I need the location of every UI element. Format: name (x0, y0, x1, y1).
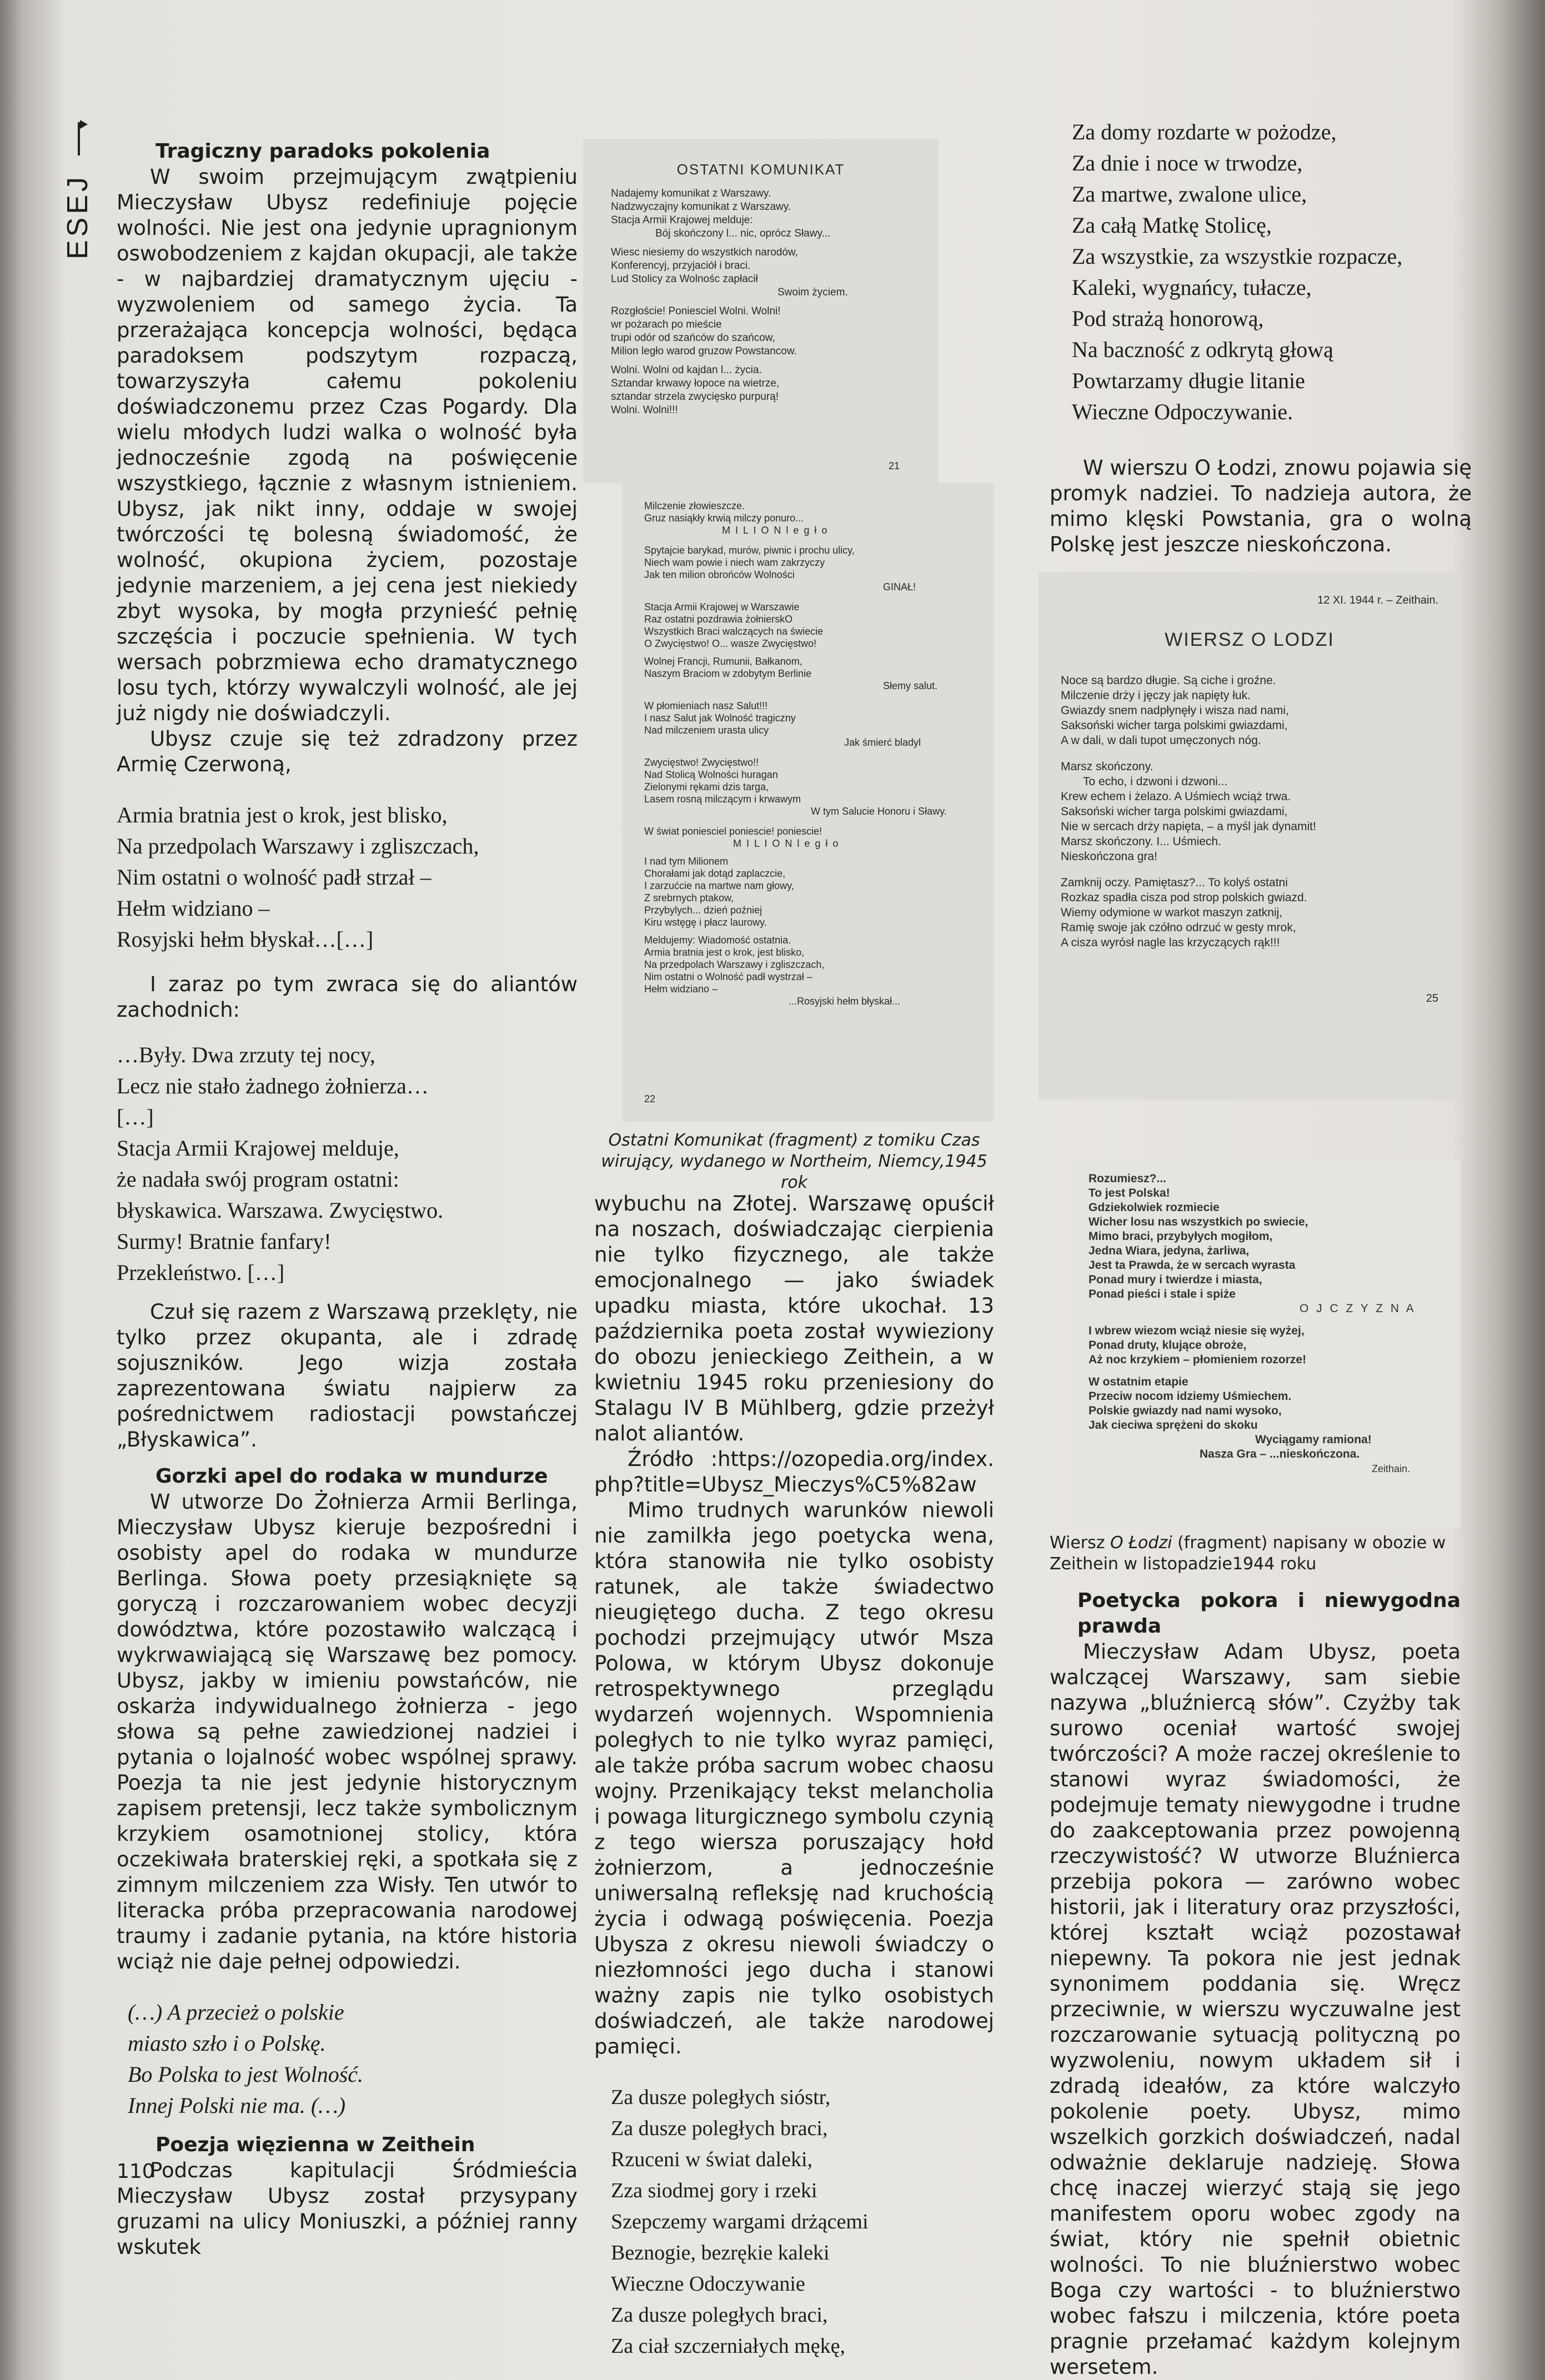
scan-line: Spytajcie barykad, murów, piwnic i prochu ulicy, (644, 545, 855, 556)
caption-ostatni-komunikat: Ostatni Komunikat (fragment) z tomiku Czas wirujący, wydanego w Northeim, Niemcy,1945 rok (601, 1131, 987, 1192)
scan-line: Przybylych... dzień poźniej (644, 905, 763, 916)
verse-line: błyskawica. Warszawa. Zwycięstwo. (117, 1198, 444, 1223)
heading-prison-poetry: Poezja więzienna w Zeithein (155, 2133, 475, 2156)
scan-line: O Zwycięstwo! O... wasze Zwycięstwo! (644, 638, 817, 649)
scan-line: Nad Stolicą Wolności huragan (644, 769, 778, 780)
section-label-text: ESEJ (62, 173, 94, 260)
verse-line: Szepczemy wargami drżącemi (611, 2210, 869, 2233)
scan-line: Nim ostatni o Wolność padł wystrzał – (644, 971, 812, 982)
scan-line: Saksoński wicher targa polskimi gwiazdami, (1061, 805, 1288, 818)
verse-line: Hełm widziano – (117, 896, 270, 921)
scan-line: Jest ta Prawda, że w sercach wyrasta (1088, 1259, 1296, 1272)
scan-line: Nasza Gra – ...nieskończona. (1200, 1448, 1360, 1460)
scan-line: Ponad mury i twierdze i miasta, (1088, 1273, 1262, 1286)
verse-line: Zza siodmej gory i rzeki (611, 2179, 817, 2202)
heading-bitter-appeal: Gorzki apel do rodaka w mundurze (155, 1465, 548, 1488)
scan-line: Mimo braci, przybyłych mogiłom, (1088, 1230, 1273, 1243)
verse-line: że nadała swój program ostatni: (117, 1167, 399, 1192)
scan-line: Zamknij oczy. Pamiętasz?... To kolyś ostatni (1061, 876, 1288, 889)
scan-line: W tym Salucie Honoru i Sławy. (811, 806, 947, 817)
scan-line: Kiru wstęgę i płacz laurowy. (644, 917, 767, 928)
scan-line: Nadajemy komunikat z Warszawy. (611, 188, 771, 199)
scan-line: Wolni. Wolni!!! (611, 404, 678, 416)
scan-line: Rozkaz spadła cisza pod strop polskich gwiazd. (1061, 891, 1307, 904)
scan-title: WIERSZ O LODZI (1165, 629, 1335, 650)
scan-line: Hełm widziano – (644, 983, 718, 995)
scan-line: A cisza wyrósł nagle las krzyczących rąk!!! (1061, 936, 1280, 949)
paragraph: Ubysz czuje się też zdradzony przez Armię Czerwoną, (117, 727, 578, 776)
verse-line: Rzuceni w świat daleki, (611, 2148, 813, 2171)
verse-line: Za dusze poległych braci, (611, 2117, 828, 2140)
verse-line: Za całą Matkę Stolicę, (1072, 213, 1272, 238)
scan-line: I wbrew wiezom wciąż niesie się wyżej, (1088, 1324, 1305, 1337)
scan-lines (644, 500, 972, 1007)
scan-line: Nieskończona gra! (1061, 850, 1157, 863)
paragraph: Podczas kapitulacji Śródmieścia Mieczysław Ubysz został przysypany gruzami na ulicy Moniuszki, a później ranny wskutek (117, 2158, 578, 2259)
scanned-poem-wiersz-o-lodzi (1039, 572, 1461, 1099)
verse-line: Stacja Armii Krajowej melduje, (117, 1136, 399, 1161)
scan-line: Na przedpolach Warszawy i zgliszczach, (644, 959, 825, 970)
paragraph: W wierszu O Łodzi, znowu pojawia się promyk nadziei. To nadzieja autora, że mimo klęski Powstania, gra o wolną Polskę jest jeszcze nieskończona. (1050, 456, 1472, 556)
verse-block (117, 800, 578, 955)
verse-block (128, 1997, 578, 2121)
scan-lines (1061, 673, 1438, 950)
verse-line: Za ciał szczerniałych mękę, (611, 2334, 845, 2358)
scan-line: Wolnej Francji, Rumunii, Bałkanom, (644, 656, 802, 667)
verse-line: […] (117, 1104, 154, 1129)
caption-text: Wiersz (1050, 1533, 1111, 1553)
scan-line: Stacja Armii Krajowej melduje: (611, 214, 753, 226)
verse-line: Za martwe, zwalone ulice, (1072, 182, 1307, 207)
scan-line: Konferencyj, przyjaciół i braci. (611, 260, 751, 272)
scan-line: Jedna Wiara, jedyna, żarliwa, (1088, 1244, 1250, 1257)
caption-title: O Łodzi (1110, 1533, 1172, 1553)
verse-line: Armia bratnia jest o krok, jest blisko, (117, 802, 448, 827)
verse-line: Innej Polski nie ma. (…) (128, 2093, 346, 2118)
scan-line: Polskie gwiazdy nad nami wysoko, (1088, 1404, 1282, 1417)
paragraph: W utworze Do Żołnierza Armii Berlinga, Mieczysław Ubysz kieruje bezpośredni i osobisty apel do rodaka w mundurze Berlinga. Słowa poety przesiąknięte są goryczą i rozczarowaniem wobec decyzji dowództwa, które pozostawiło walczącą i wykrwawiającą się Warszawę bez pomocy. Ubysz, jakby w imieniu powstańców, nie oskarża indywidualnego żołnierza - jego słowa są pełne zawiedzionej nadziei i pytania o lojalność wobec wspólnej sprawy. Poezja ta nie jest jedynie historycznym zapisem pretensji, lecz także symbolicznym krzykiem osamotnionej stolicy, która oczekiwała braterskiej ręki, a spotkała się z zimnym milczeniem zza Wisły. Ten utwór to literacka próba przepracowania narodowej traumy i zadanie pytania, na które historia wciąż nie daje pełnej odpowiedzi. (117, 1490, 578, 1974)
scan-line: To jest Polska! (1088, 1187, 1170, 1199)
scan-line: I nasz Salut jak Wolność tragiczny (644, 712, 796, 724)
scan-line: To echo, i dzwoni i dzwoni... (1083, 775, 1228, 788)
heading-tragic-paradox: Tragiczny paradoks pokolenia (155, 140, 490, 163)
scanned-poem-ostatni-komunikat-bottom (622, 483, 994, 1122)
paragraph: W swoim przejmującym zwątpieniu Mieczysław Ubysz redefiniuje pojęcie wolności. Nie jest ona jedynie upragnionym oswobodzeniem z kajdan okupacji, ale także - w najbardziej dramatycznym ujęciu - wyzwoleniem od samego życia. Ta przerażająca koncepcja wolności, będąca paradoksem podszytym rozpaczą, towarzyszyła całemu pokoleniu doświadczonemu przez Czas Pogardy. Dla wielu młodych ludzi walka o wolność była jednocześnie zgodą na poświęcenie wszystkiego, łącznie z własnym istnieniem. Ubysz, jak nikt inny, oddaje w swojej twórczości tę bolesną świadomość, że wolność, okupiona życiem, pozostaje jedynie marzeniem, a jej cena jest niekiedy zbyt wysoka, by mogła przynieść pełnię szczęścia i poczucie spełnienia. W tych wersach pobrzmiewa echo dramatycznego losu tych, którzy wywalczyli wolność, ale jej już nigdy nie doświadczyli. (117, 165, 578, 725)
caption-text: (fragment) napisany w obozie w Zeithein w listopadzie1944 roku (1050, 1533, 1446, 1574)
scan-lines (1088, 1172, 1444, 1476)
scan-date: 12 XI. 1944 r. – Zeithain. (1317, 594, 1438, 606)
scan-line: Z srebrnych ptakow, (644, 892, 734, 903)
scan-line: Swoim życiem. (777, 287, 848, 298)
verse-line: Przekleństwo. […] (117, 1260, 285, 1285)
scan-line: Słemy salut. (883, 680, 938, 691)
verse-line: Bo Polska to jest Wolność. (128, 2062, 364, 2087)
scan-line: W płomieniach nasz Salut!!! (644, 700, 768, 711)
scan-line: Naszym Braciom w zdobytym Berlinie (644, 668, 812, 679)
scan-line: Saksoński wicher targa polskimi gwiazdami, (1061, 719, 1288, 732)
scan-page-number: 25 (1426, 992, 1438, 1005)
verse-line: Za wszystkie, za wszystkie rozpacze, (1072, 244, 1403, 269)
scan-page-number: 22 (644, 1093, 656, 1104)
scan-line: Ponad druty, klujące obroże, (1088, 1339, 1247, 1352)
verse-block (611, 2082, 994, 2362)
scan-line: W ostatnim etapie (1088, 1375, 1188, 1388)
scan-line: Milczenie złowieszcze. (644, 500, 745, 511)
scan-line: M I L I O N l e g ł o (722, 525, 829, 536)
scan-line: Milion legło warod gruzow Powstancow. (611, 345, 797, 357)
scan-line: Lud Stolicy za Wolnośc zapłacił (611, 273, 758, 285)
scan-line: Przeciw nocom idziemy Uśmiechem. (1088, 1390, 1292, 1403)
scanned-poem-ostatni-komunikat-top (583, 139, 939, 483)
verse-line: miasto szło i o Polskę. (128, 2031, 326, 2056)
source-link[interactable]: Źródło :https://ozopedia.org/index.php?title=Ubysz_Mieczys%C5%82aw (594, 1447, 994, 1497)
scan-line: Jak ten milion obrońców Wolności (644, 569, 795, 580)
scan-line: Marsz skończony. (1061, 760, 1153, 773)
caption-wiersz-o-lodzi (1050, 1533, 1461, 1575)
scan-line: trupi odór od szańców do szańcow, (611, 332, 775, 344)
scan-line: Noce są bardzo długie. Są ciche i groźne. (1061, 674, 1276, 687)
scan-line: Nie w sercach drży napięta, – a myśl jak dynamit! (1061, 820, 1316, 833)
scan-line: Marsz skończony. I... Uśmiech. (1061, 835, 1222, 848)
scan-line: Zielonymi rękami dzis targa, (644, 781, 769, 792)
scan-line: Gdziekolwiek rozmiecie (1088, 1201, 1220, 1214)
scan-line: W świat poniesciel poniescie! poniescie! (644, 826, 822, 837)
scan-page-number: 21 (888, 460, 900, 471)
scan-line: Raz ostatni pozdrawia żołnierskO (644, 614, 793, 625)
verse-line: Pod strażą honorową, (1072, 306, 1264, 331)
paragraph-o-lodzi-intro (1050, 455, 1472, 558)
scan-line: Jak śmierć bladyl (844, 737, 921, 748)
scan-line: GINAŁ! (883, 581, 916, 593)
scan-line: Ponad pieści i stale i spiże (1088, 1288, 1236, 1301)
paragraph: Mimo trudnych warunków niewoli nie zamilkła jego poetycka wena, która stanowiła nie tylko osobisty ratunek, ale także świadectwo nieugiętego ducha. Z tego okresu pochodzi przejmujący utwór Msza Polowa, w którym Ubysz dokonuje retrospektywnego przeglądu wydarzeń wojennych. Wspomnienia poległych to nie tylko wyraz pamięci, ale także próba sacrum wobec chaosu wojny. Przenikający tekst melancholia i powaga liturgicznego symbolu czynią z tego wiersza poruszający hołd żołnierzom, a jednocześnie uniwersalną refleksję nad kruchością życia i odwagą poświęcenia. Poezja Ubysza z okresu niewoli świadczy o niezłomności jego ducha i stanowi ważny zapis nie tylko osobistych doświadczeń, ale także narodowej pamięci. (594, 1498, 994, 2058)
paragraph: Mieczysław Adam Ubysz, poeta walczącej Warszawy, sam siebie nazywa „bluźniercą słów”. Czyżby tak surowo oceniał wartość swojej twórczości? A może raczej określenie to stanowi wyraz świadomości, że podejmuje tematy niewygodne i trudne do zaakceptowania przez powojenną rzeczywistość? W utworze Bluźnierca przebija pokora — zarówno wobec historii, jak i literatury oraz przyszłości, której kształt wciąż pozostawał niepewny. Ta pokora nie jest jednak synonimem poddania się. Wręcz przeciwnie, w wierszu wyczuwalne jest rozczarowanie sytuacją polityczną po wyzwoleniu, nowym układem sił i zdradą ideałów, za które walczyło pokolenie poety. Ubysz, mimo wszelkich gorzkich doświadczeń, nadal odważnie deklaruje nadzieję. Słowa chcę inaczej wierzyć stają się jego manifestem oporu wobec zgody na świat, który nie spełnił obietnic wolności. To nie bluźnierstwo wobec Boga czy wartości - to bluźnierstwo wobec fałszu i milczenia, które poeta pragnie przełamać każdym kolejnym wersetem. (1050, 1640, 1461, 2379)
scan-line: Wyciągamy ramiona! (1255, 1433, 1372, 1446)
scan-line: Niech wam powie i niech wam zakrzyczy (644, 557, 825, 568)
scan-line: Ramię swoje jak czółno odrzuć w gesty mrok, (1061, 921, 1296, 934)
scan-line: Wiemy odymione w warkot maszyn zatknij, (1061, 906, 1283, 919)
scan-line: Nadzwyczajny komunikat z Warszawy. (611, 201, 791, 213)
verse-line: Lecz nie stało żadnego żołnierza… (117, 1073, 429, 1098)
verse-line: Rosyjski hełm błyskał…[…] (117, 927, 374, 952)
section-arrow-head-icon (80, 120, 88, 129)
verse-line: Surmy! Bratnie fanfary! (117, 1229, 332, 1254)
page-number: 110 (117, 2160, 155, 2183)
verse-block-right (1072, 117, 1461, 428)
scan-line: A w dali, w dali tupot umęczonych nóg. (1061, 734, 1261, 747)
scan-line: Armia bratnia jest o krok, jest blisko, (644, 947, 805, 958)
paragraph: Czuł się razem z Warszawą przeklęty, nie tylko przez okupanta, ale i zdradę sojuszników. Jego wizja została zaprezentowana światu najpierw za pośrednictwem radiostacji powstańczej „Błyskawica”. (117, 1300, 578, 1452)
column-middle (594, 1191, 994, 2362)
scan-line: sztandar strzela zwycięsko purpurą! (611, 391, 779, 403)
scan-lines (600, 187, 922, 417)
verse-line: Beznogie, bezrękie kaleki (611, 2241, 830, 2264)
scan-line: Rozumiesz?... (1088, 1172, 1167, 1185)
scan-line: Jak cieciwa sprężeni do skoku (1088, 1419, 1258, 1432)
verse-line: Na baczność z odkrytą głową (1072, 337, 1333, 362)
verse-line: Powtarzamy długie litanie (1072, 368, 1305, 393)
scan-line: I nad tym Milionem (644, 856, 729, 867)
scan-line: I zarzućcie na martwe nam głowy, (644, 880, 794, 891)
scan-line: Bój skończony l... nic, oprócz Sławy... (655, 228, 831, 239)
scan-line: wr pożarach po mieście (611, 319, 722, 330)
scan-line: Lasem rosną milczącym i krwawym (644, 794, 801, 805)
scan-line: Wszystkich Braci walczących na świecie (644, 626, 824, 637)
section-label (62, 144, 94, 278)
verse-line: Kaleki, wygnańcy, tułacze, (1072, 275, 1312, 300)
scan-line: Gwiazdy snem nadpłynęły i wisza nad nami, (1061, 704, 1289, 717)
scan-line: O J C Z Y Z N A (1300, 1302, 1416, 1315)
scan-line: Chorałami jak dotąd zaplaczcie, (644, 868, 786, 879)
scan-line: Gruz nasiąkły krwią milczy ponuro... (644, 513, 804, 524)
scan-line: Milczenie drży i jęczy jak napięty łuk. (1061, 689, 1251, 702)
verse-line: …Były. Dwa zrzuty tej nocy, (117, 1042, 375, 1067)
scan-line: Meldujemy: Wiadomość ostatnia. (644, 935, 791, 946)
scan-line: Wicher losu nas wszystkich po swiecie, (1088, 1216, 1308, 1228)
scan-line: Rozgłoście! Poniesciel Wolni. Wolni! (611, 305, 781, 317)
scan-line: Wolni. Wolni od kajdan l... życia. (611, 364, 762, 376)
column-right (1050, 1588, 1461, 2380)
verse-line: Za dusze poległych braci, (611, 2303, 828, 2327)
scanned-poem-ojczyzna (1072, 1161, 1461, 1527)
scan-line: Sztandar krwawy łopoce na wietrze, (611, 378, 780, 389)
paragraph: wybuchu na Złotej. Warszawę opuścił na noszach, doświadczając cierpienia nie tylko fizycznego, ale także emocjonalnego — jako świadek upadku miasta, które ukochał. 13 października poeta został wywieziony do obozu jenieckiego Zeithein, a w kwietniu 1945 roku przeniesiony do Stalagu IV B Mühlberg, gdzie przeżył nalot aliantów. (594, 1192, 994, 1445)
scan-line: Stacja Armii Krajowej w Warszawie (644, 601, 800, 612)
verse-line: Za dusze poległych sióstr, (611, 2086, 831, 2109)
scan-line: Zeithain. (1372, 1463, 1411, 1474)
verse-line: Wieczne Odoczywanie (611, 2272, 805, 2296)
verse-line: Na przedpolach Warszawy i zgliszczach, (117, 833, 479, 858)
scan-line: Zwycięstwo! Zwycięstwo!! (644, 757, 759, 768)
verse-line: Wieczne Odpoczywanie. (1072, 399, 1293, 424)
verse-block (117, 1040, 578, 1288)
scan-line: Krew echem i żelazo. A Uśmiech wciąż trwa. (1061, 790, 1291, 803)
scan-line: Aż noc krzykiem – płomieniem rozorze! (1088, 1353, 1307, 1366)
column-left (117, 139, 578, 2260)
magazine-page (39, 22, 1494, 2379)
scan-title: OSTATNI KOMUNIKAT (676, 161, 845, 178)
verse-line: Za domy rozdarte w pożodze, (1072, 119, 1337, 144)
verse-line: (…) A przecież o polskie (128, 2000, 344, 2025)
scan-line: Wiesc niesiemy do wszystkich narodów, (611, 247, 798, 258)
scan-line: Nad milczeniem urasta ulicy (644, 725, 769, 736)
scan-line: M I L I O N l e g ł o (733, 838, 840, 849)
heading-poetic-humility: Poetycka pokora i niewygodna prawda (1077, 1589, 1461, 1638)
scan-line: ...Rosyjski hełm błyskał... (789, 996, 901, 1007)
paragraph: I zaraz po tym zwraca się do aliantów zachodnich: (117, 972, 578, 1022)
verse-line: Nim ostatni o wolność padł strzał – (117, 865, 432, 890)
verse-line: Za dnie i noce w trwodze, (1072, 150, 1303, 175)
